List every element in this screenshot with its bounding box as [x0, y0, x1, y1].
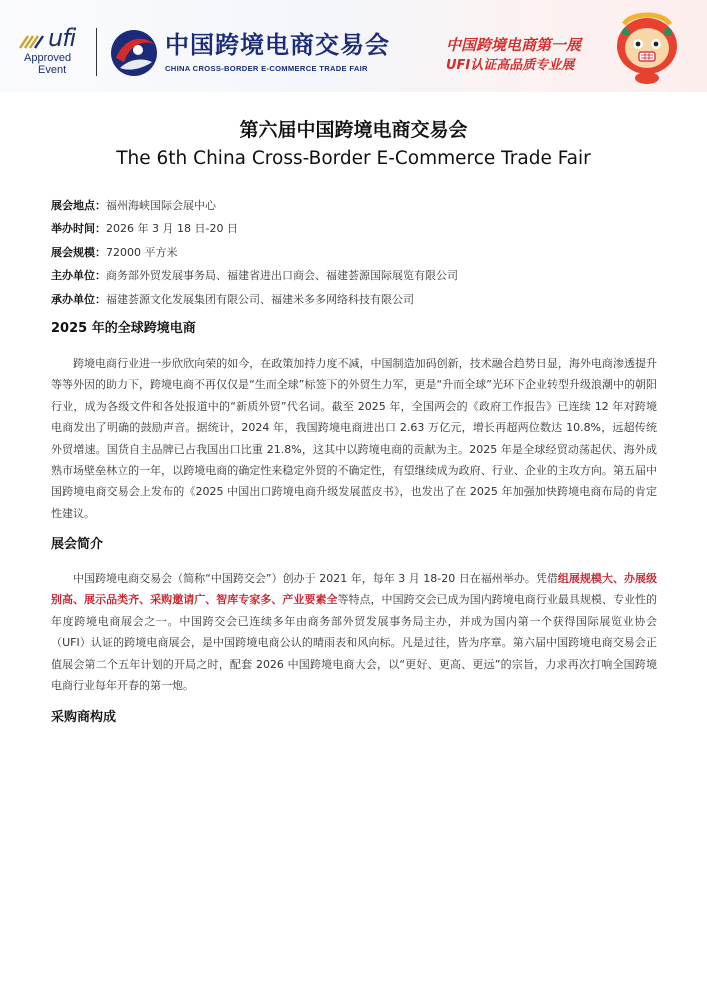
- info-value: 72000 平方米: [106, 245, 178, 259]
- ufi-wave-icon: [18, 26, 48, 50]
- info-label: 主办单位：: [51, 269, 106, 283]
- info-value: 2026 年 3 月 18 日-20 日: [106, 222, 238, 236]
- section-body-global-ecommerce: 跨境电商行业进一步欣欣向荣的如今，在政策加持力度不减，中国制造加码创新，技术融合趋势日显，海外电商渗透提升等等外因的助力下，跨境电商不再仅仅是“生而全球”标签下的外贸生力军，更是“升而全球”光环下企业转型升级浪潮中的朝阳行业，成为各级文件和各处报道中的“新质外贸”代名词。截至 2025 年，全国两会的《政府工作报告》已连续 12 年对跨境电商发出了明确的鼓励声音。据统计，2024 年，我国跨境电商进出口 2.63 万亿元，增长再超两位数达 10.8%，远超传统外贸增速。国货自主品牌已占我国出口比重 21.8%，这其中以跨境电商的贡献为主。2025 年是全球经贸动荡起伏、海外成熟市场壁垒林立的一年，以跨境电商的确定性来稳定外贸的不确定性，有望继续成为政府、行业、企业的主攻方向。第五届中国跨境电商交易会上发布的《2025 中国出口跨境电商升级发展蓝皮书》，也发出了在 2025 年加强加快跨境电商布局的肯定性建议。: [51, 357, 657, 520]
- lion-mascot-icon: [612, 10, 682, 86]
- fair-emblem-icon: [108, 28, 160, 78]
- info-row-scale: [51, 241, 661, 264]
- fair-name-cn: 中国跨境电商交易会: [165, 31, 390, 59]
- ufi-approved-label: Approved: [24, 52, 72, 64]
- info-row-dates: [51, 217, 661, 240]
- section-body-fair-intro: [51, 568, 657, 696]
- banner-divider: [96, 28, 97, 76]
- intro-highlight: 组展规模大、办展级别高、展示品类齐、采购邀请广、智库专家多、产业要素全: [51, 572, 657, 607]
- ufi-event-label: Event: [38, 64, 67, 76]
- intro-text-after: 等特点，中国跨交会已成为国内跨境电商行业最具规模、专业性的年度跨境电商展会之一。中国跨交会已连续多年由商务部外贸发展事务局主办，并成为国内第一个获得国际展览业协会（UFI）认证的跨境电商展会，是中国跨境电商公认的晴雨表和风向标。凡是过往，皆为序章。第六届中国跨境电商交易会正值展会第二个五年计划的开局之时，配套 2026 中国跨境电商大会，以“更好、更高、更远”的宗旨，力求再次打响全国跨境电商行业每年开春的第一炮。: [51, 593, 658, 693]
- slogan-first-fair: 中国跨境电商第一展: [446, 36, 582, 54]
- page-title-cn: 第六届中国跨境电商交易会: [239, 119, 468, 141]
- info-row-organizers: [51, 264, 661, 287]
- ufi-wordmark: ufi: [48, 24, 76, 52]
- fair-info-list: [51, 194, 661, 311]
- header-banner: [0, 0, 707, 92]
- info-value: 福州海峡国际会展中心: [106, 199, 216, 212]
- info-value: 福建荟源文化发展集团有限公司、福建米多多网络科技有限公司: [106, 292, 414, 306]
- fair-name-en: CHINA CROSS-BORDER E-COMMERCE TRADE FAIR: [165, 64, 368, 73]
- section-heading-buyer-composition: 采购商构成: [51, 710, 117, 725]
- info-label: 举办时间：: [51, 222, 106, 236]
- info-row-co-organizers: [51, 288, 661, 311]
- info-label: 展会规模：: [51, 245, 106, 259]
- info-label: 承办单位：: [51, 292, 106, 306]
- info-label: 展会地点：: [51, 199, 106, 212]
- page-title-en: The 6th China Cross-Border E-Commerce Trade Fair: [116, 148, 591, 169]
- intro-text-before: 中国跨境电商交易会（简称“中国跨交会”）创办于 2021 年，每年 3 月 18-20 日在福州举办。凭借: [73, 572, 558, 585]
- info-value: 商务部外贸发展事务局、福建省进出口商会、福建荟源国际展览有限公司: [106, 269, 458, 283]
- section-heading-global-ecommerce: 2025 年的全球跨境电商: [51, 321, 196, 336]
- info-row-venue: [51, 194, 661, 217]
- ufi-approved-event-logo: [18, 24, 88, 82]
- section-heading-fair-intro: 展会简介: [51, 537, 104, 552]
- slogan-ufi-certified: UFI认证高品质专业展: [446, 58, 575, 73]
